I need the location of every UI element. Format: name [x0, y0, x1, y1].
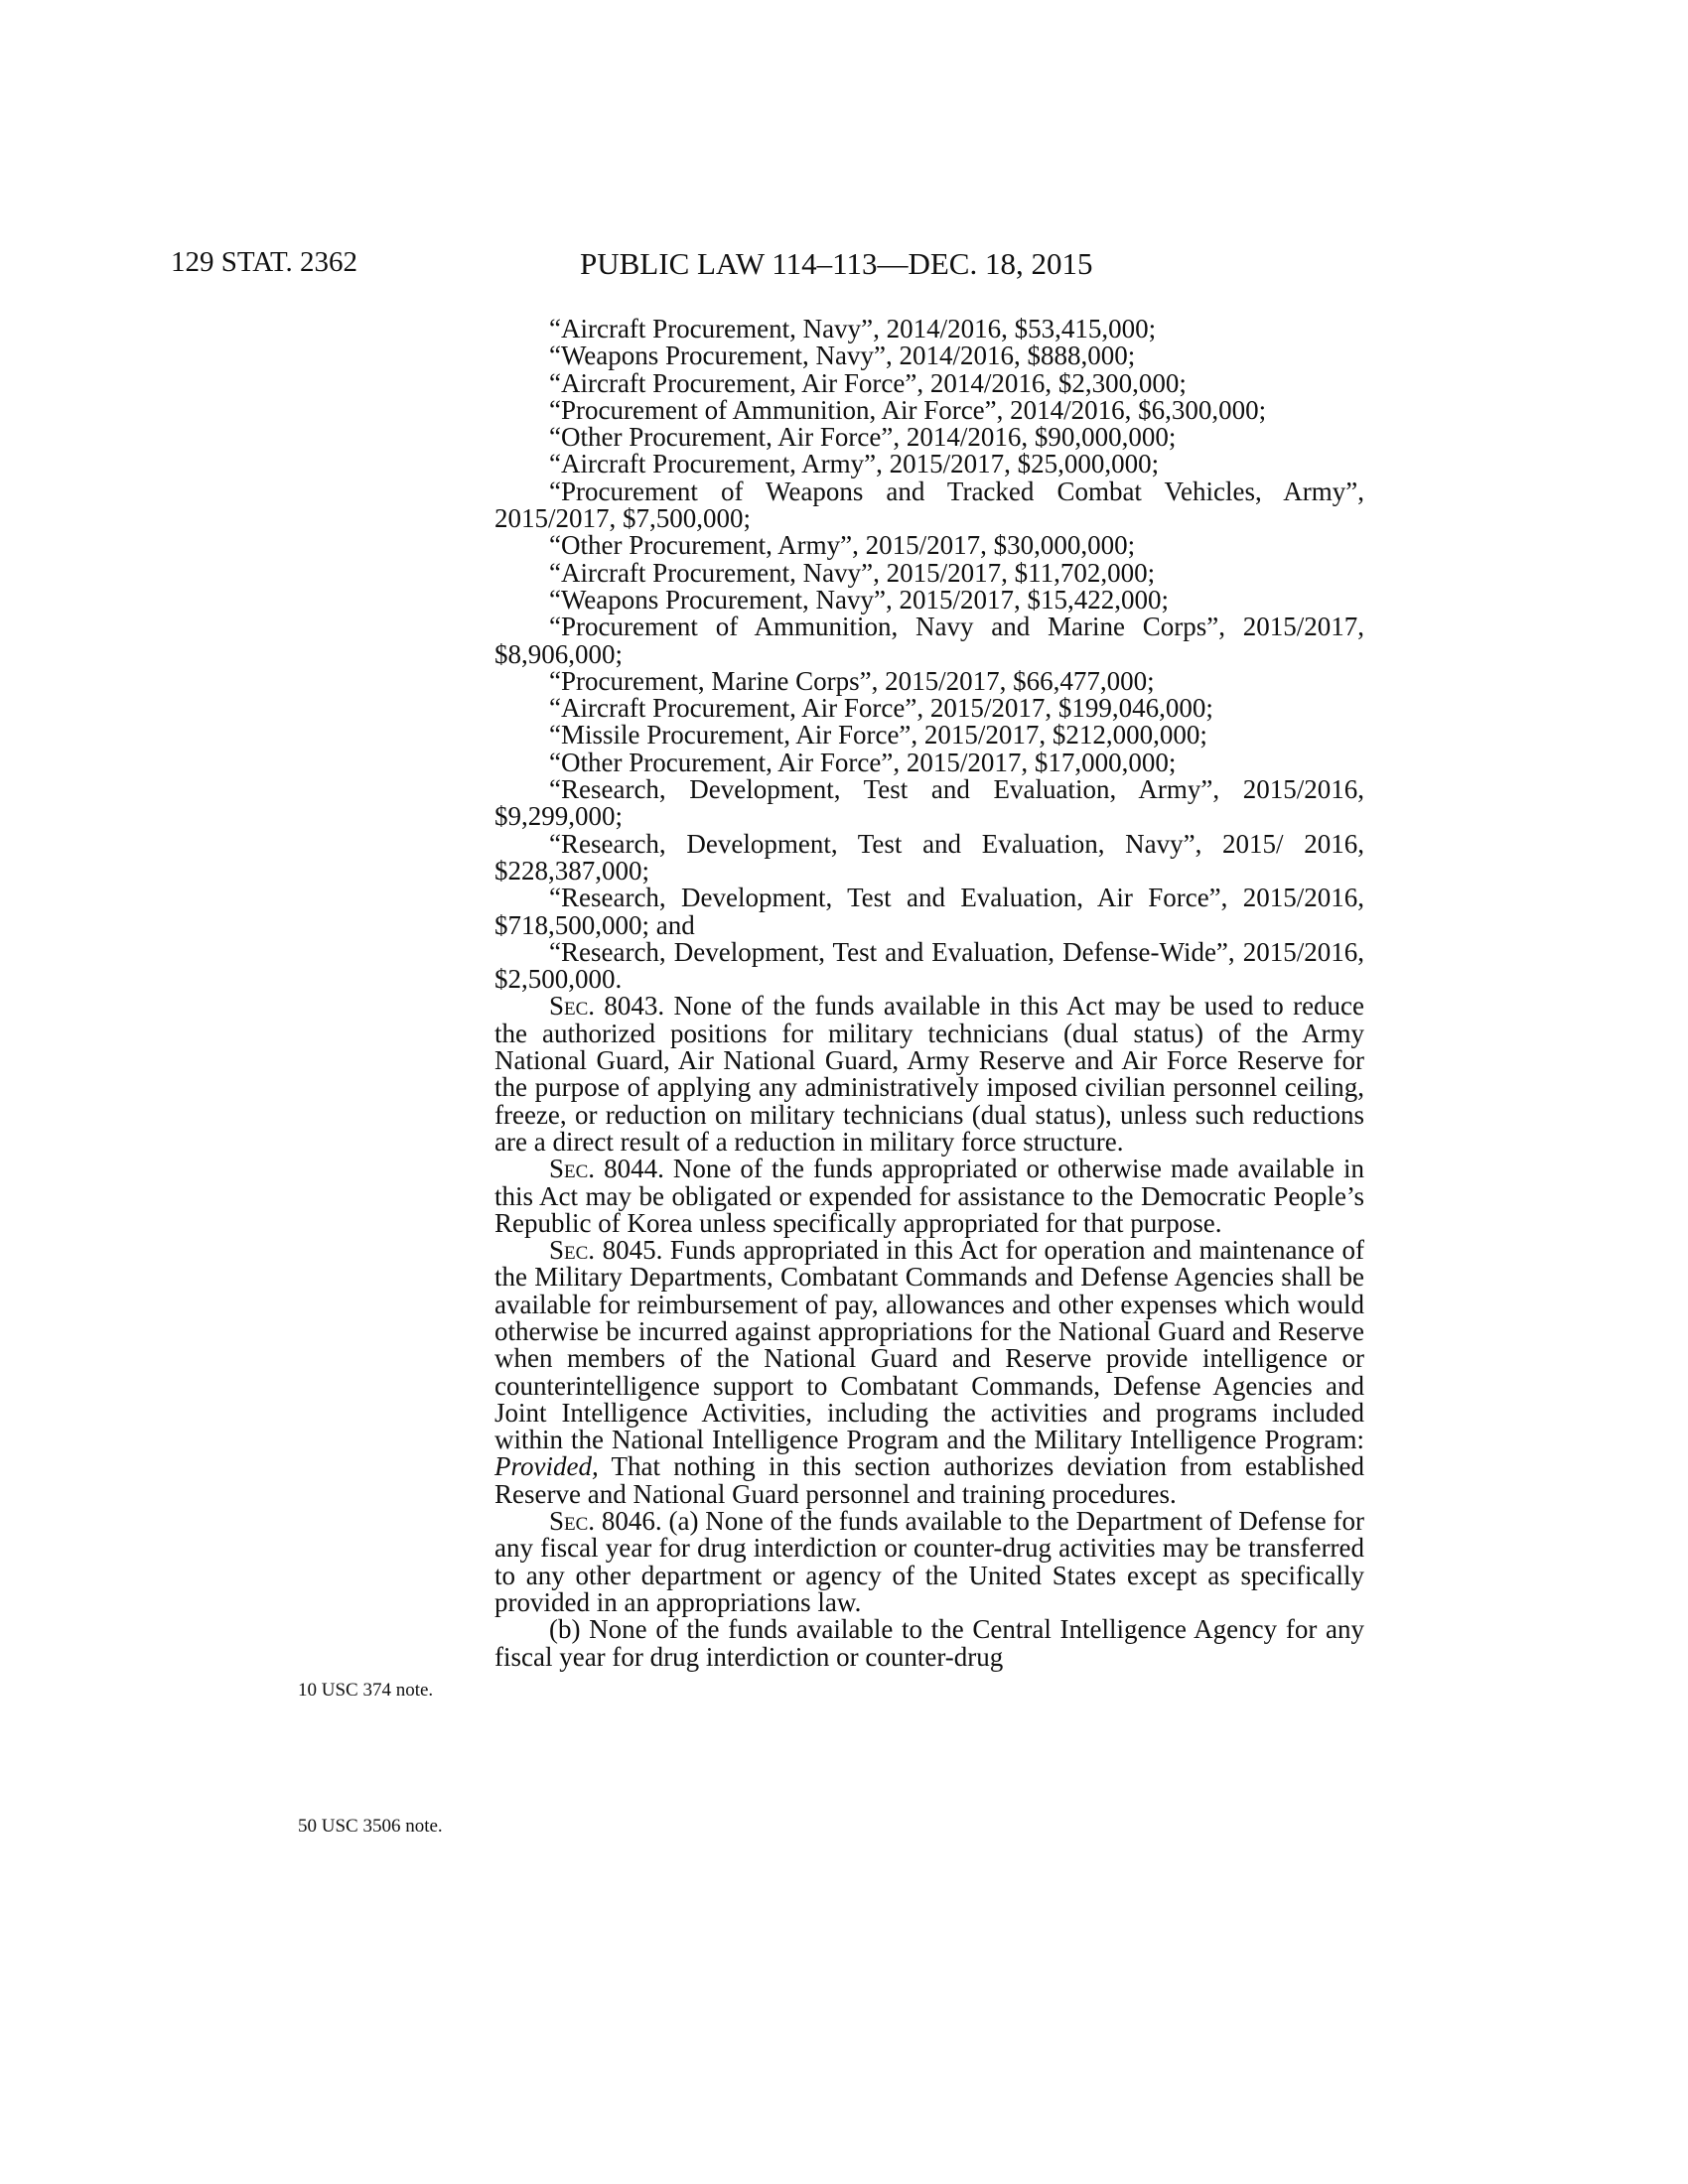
- list-item: “Research, Development, Test and Evaluation, Navy”, 2015/ 2016, $228,387,000;: [494, 828, 1364, 886]
- page-header: [0, 246, 1688, 286]
- list-item: “Other Procurement, Air Force”, 2015/2017, $17,000,000;: [549, 747, 1177, 777]
- list-item: “Aircraft Procurement, Air Force”, 2014/2016, $2,300,000;: [549, 367, 1187, 398]
- section-text: None of the funds appropriated or otherwise made available in this Act may be obligated or expended for assistance to the Democratic People’s Republic of Korea unless specifically appropriated for that purpose.: [494, 1154, 1365, 1238]
- margin-note-50-usc-3506: 50 USC 3506 note.: [298, 1816, 443, 1837]
- list-item: “Procurement of Ammunition, Air Force”, 2014/2016, $6,300,000;: [549, 394, 1267, 425]
- list-item: “Other Procurement, Air Force”, 2014/2016, $90,000,000;: [549, 422, 1177, 453]
- list-item: “Research, Development, Test and Evaluation, Air Force”, 2015/2016, $718,500,000; and: [494, 883, 1364, 940]
- section-label: Sec. 8043.: [549, 991, 665, 1022]
- section-label: Sec. 8044.: [549, 1154, 664, 1184]
- section-text: None of the funds available in this Act may be used to reduce the authorized positions for military technicians (dual status) of the Army National Guard, Air National Guard, Army Reserve and Air Force Reserve for the purpose of applying any administratively imposed civilian personnel ceiling, freeze, or reduction on military technicians (dual status), unless such reductions are a direct result of a reduction in military force structure.: [494, 991, 1365, 1157]
- stat-page-number: 129 STAT. 2362: [171, 246, 358, 278]
- section-8044: [494, 1156, 1364, 1237]
- subsection-a-text: (a) None of the funds available to the Department of Defense for any fiscal year for drug interdiction or counter-drug activities may be transferred to any other department or agency of the United States except as specifically provided in an appropriations law.: [494, 1506, 1365, 1617]
- list-item: “Aircraft Procurement, Army”, 2015/2017, $25,000,000;: [549, 449, 1160, 479]
- list-item: “Missile Procurement, Air Force”, 2015/2017, $212,000,000;: [549, 720, 1207, 751]
- provided-clause: Provided,: [494, 1451, 599, 1482]
- list-item: “Other Procurement, Army”, 2015/2017, $30,000,000;: [549, 530, 1136, 561]
- list-item: “Weapons Procurement, Navy”, 2014/2016, $888,000;: [549, 341, 1136, 371]
- subsection-b-text: (b) None of the funds available to the Central Intelligence Agency for any fiscal year for drug interdiction or counter-drug: [494, 1614, 1364, 1672]
- list-item: “Research, Development, Test and Evaluation, Army”, 2015/2016, $9,299,000;: [494, 774, 1364, 832]
- section-text: Funds appropriated in this Act for operation and maintenance of the Military Departments, Combatant Commands and Defense Agencies shall be available for reimbursement of pay, allowances and other expenses which would otherwise be incurred against appropriations for the National Guard and Reserve when members of the National Guard and Reserve provide intelligence or counterintelligence support to Combatant Commands, Defense Agencies and Joint Intelligence Activities, including the activities and programs included within the National Intelligence Program and the Military Intelligence Program:: [494, 1235, 1365, 1455]
- list-item: “Aircraft Procurement, Air Force”, 2015/2017, $199,046,000;: [549, 693, 1213, 724]
- list-item: “Research, Development, Test and Evaluation, Defense-Wide”, 2015/2016, $2,500,000.: [494, 936, 1364, 995]
- section-label: Sec. 8045.: [549, 1235, 663, 1266]
- section-text-tail: That nothing in this section authorizes deviation from established Reserve and National Guard personnel and training procedures.: [494, 1451, 1364, 1509]
- list-item: “Aircraft Procurement, Navy”, 2015/2017, $11,702,000;: [549, 557, 1156, 588]
- list-item: “Procurement of Ammunition, Navy and Marine Corps”, 2015/2017, $8,906,000;: [494, 612, 1364, 669]
- list-item: “Procurement of Weapons and Tracked Combat Vehicles, Army”, 2015/2017, $7,500,000;: [494, 476, 1364, 534]
- section-8043: [494, 993, 1364, 1156]
- list-item: “Weapons Procurement, Navy”, 2015/2017, $15,422,000;: [549, 584, 1169, 614]
- section-label: Sec. 8046.: [549, 1506, 662, 1537]
- public-law-title: PUBLIC LAW 114–113—DEC. 18, 2015: [580, 246, 1093, 281]
- section-8046-b: [494, 1616, 1364, 1671]
- main-text-column: [494, 316, 1364, 1671]
- section-8046: [494, 1508, 1364, 1616]
- margin-note-10-usc-374: 10 USC 374 note.: [298, 1680, 434, 1701]
- list-item: “Aircraft Procurement, Navy”, 2014/2016, $53,415,000;: [549, 314, 1157, 343]
- section-8045: [494, 1237, 1364, 1508]
- list-item: “Procurement, Marine Corps”, 2015/2017, $66,477,000;: [549, 665, 1155, 696]
